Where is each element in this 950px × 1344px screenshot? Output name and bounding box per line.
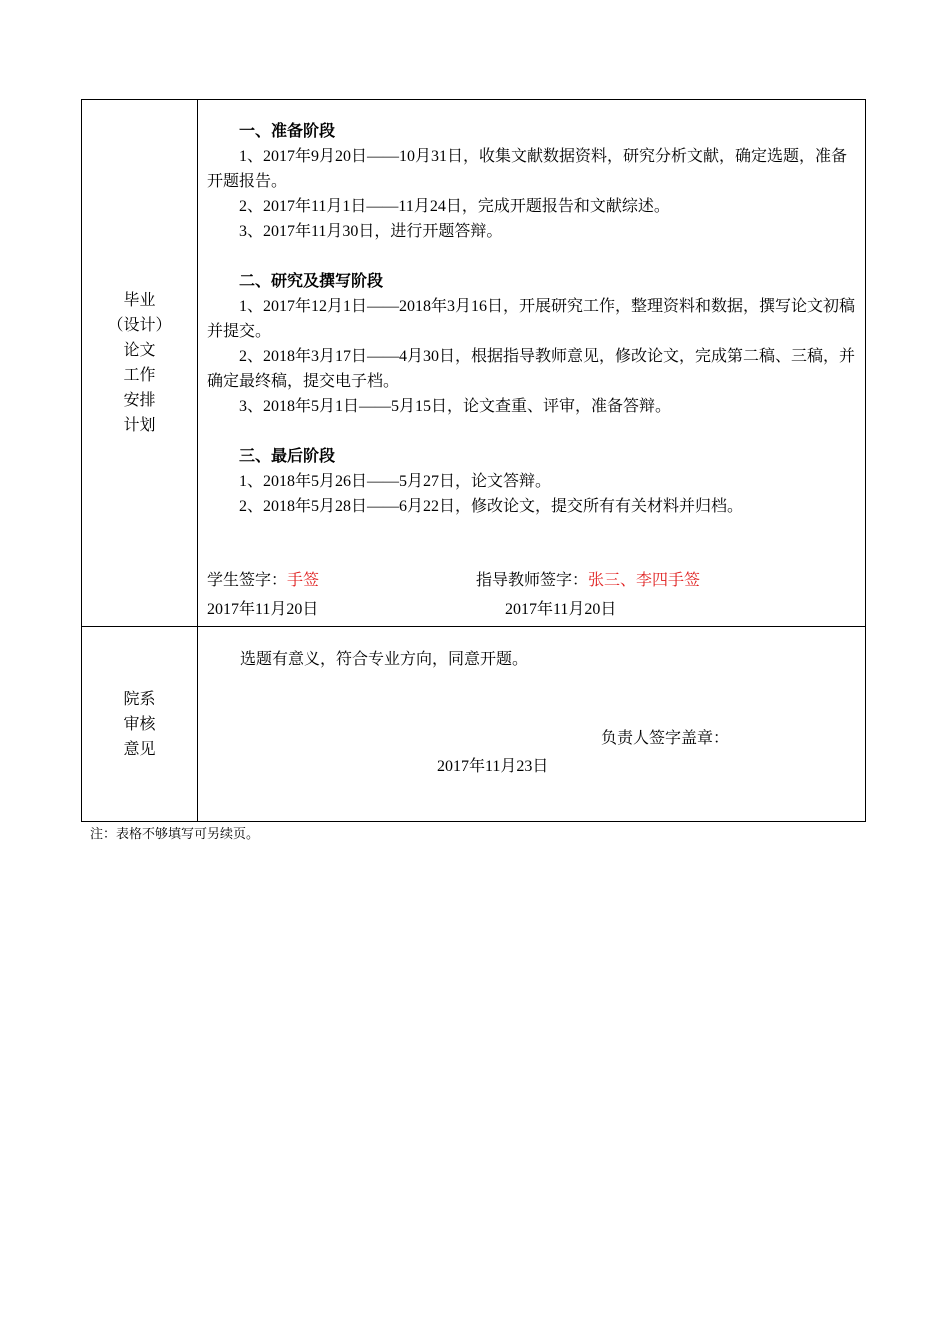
stage2-item-3: 3、2018年5月1日——5月15日，论文查重、评审，准备答辩。 (239, 398, 672, 415)
plan-form-table (81, 99, 866, 822)
review-content (198, 627, 865, 821)
review-label-line: 意见 (123, 740, 156, 758)
stage2-heading: 二、研究及撰写阶段 (239, 273, 384, 290)
plan-content (198, 100, 865, 626)
stage3-heading: 三、最后阶段 (239, 448, 336, 465)
review-content-cell (198, 627, 866, 822)
plan-label-line: 毕业 (123, 292, 156, 309)
review-label-line: 审核 (123, 715, 156, 733)
responsible-signature-label: 负责人签字盖章： (601, 730, 730, 747)
plan-label-cell (82, 100, 198, 627)
review-label-line: 院系 (123, 690, 156, 708)
stage1-item-2: 2、2017年11月1日——11月24日，完成开题报告和文献综述。 (239, 198, 670, 215)
stage1-item-1: 1、2017年9月20日——10月31日，收集文献数据资料，研究分析文献，确定选题，准备开题报告。 (207, 148, 848, 190)
review-label-cell (82, 627, 198, 822)
teacher-sign-date: 2017年11月20日 (505, 601, 617, 618)
teacher-signature-label: 指导教师签字： (476, 572, 589, 589)
stage2-item-2: 2、2018年3月17日——4月30日，根据指导教师意见，修改论文，完成第二稿、三稿，并确定最终稿，提交电子档。 (207, 348, 856, 390)
review-row (82, 627, 866, 822)
plan-label-line: （设计） (107, 317, 172, 334)
plan-label-line: 安排 (123, 392, 156, 409)
plan-content-cell (198, 100, 866, 627)
plan-label-line: 计划 (123, 417, 156, 434)
review-opinion: 选题有意义，符合专业方向，同意开题。 (240, 651, 529, 668)
stage1-item-3: 3、2017年11月30日，进行开题答辩。 (239, 223, 503, 240)
student-signature-value: 手签 (287, 572, 320, 589)
stage1-heading: 一、准备阶段 (239, 123, 336, 140)
stage3-item-2: 2、2018年5月28日——6月22日，修改论文，提交所有有关材料并归档。 (239, 498, 744, 515)
plan-label-line: 工作 (123, 367, 156, 384)
stage2-item-1: 1、2017年12月1日——2018年3月16日，开展研究工作，整理资料和数据，撰写论文初稿并提交。 (207, 298, 856, 340)
review-date: 2017年11月23日 (437, 758, 549, 775)
student-signature (207, 568, 319, 593)
teacher-signature (476, 568, 700, 593)
plan-label-line: 论文 (123, 342, 156, 359)
student-signature-label: 学生签字： (207, 572, 288, 589)
footnote: 注：表格不够填写可另续页。 (90, 826, 260, 841)
stage3-item-1: 1、2018年5月26日——5月27日，论文答辩。 (239, 473, 552, 490)
plan-row (82, 100, 866, 627)
student-sign-date: 2017年11月20日 (207, 601, 319, 618)
teacher-signature-value: 张三、李四手签 (588, 572, 701, 589)
